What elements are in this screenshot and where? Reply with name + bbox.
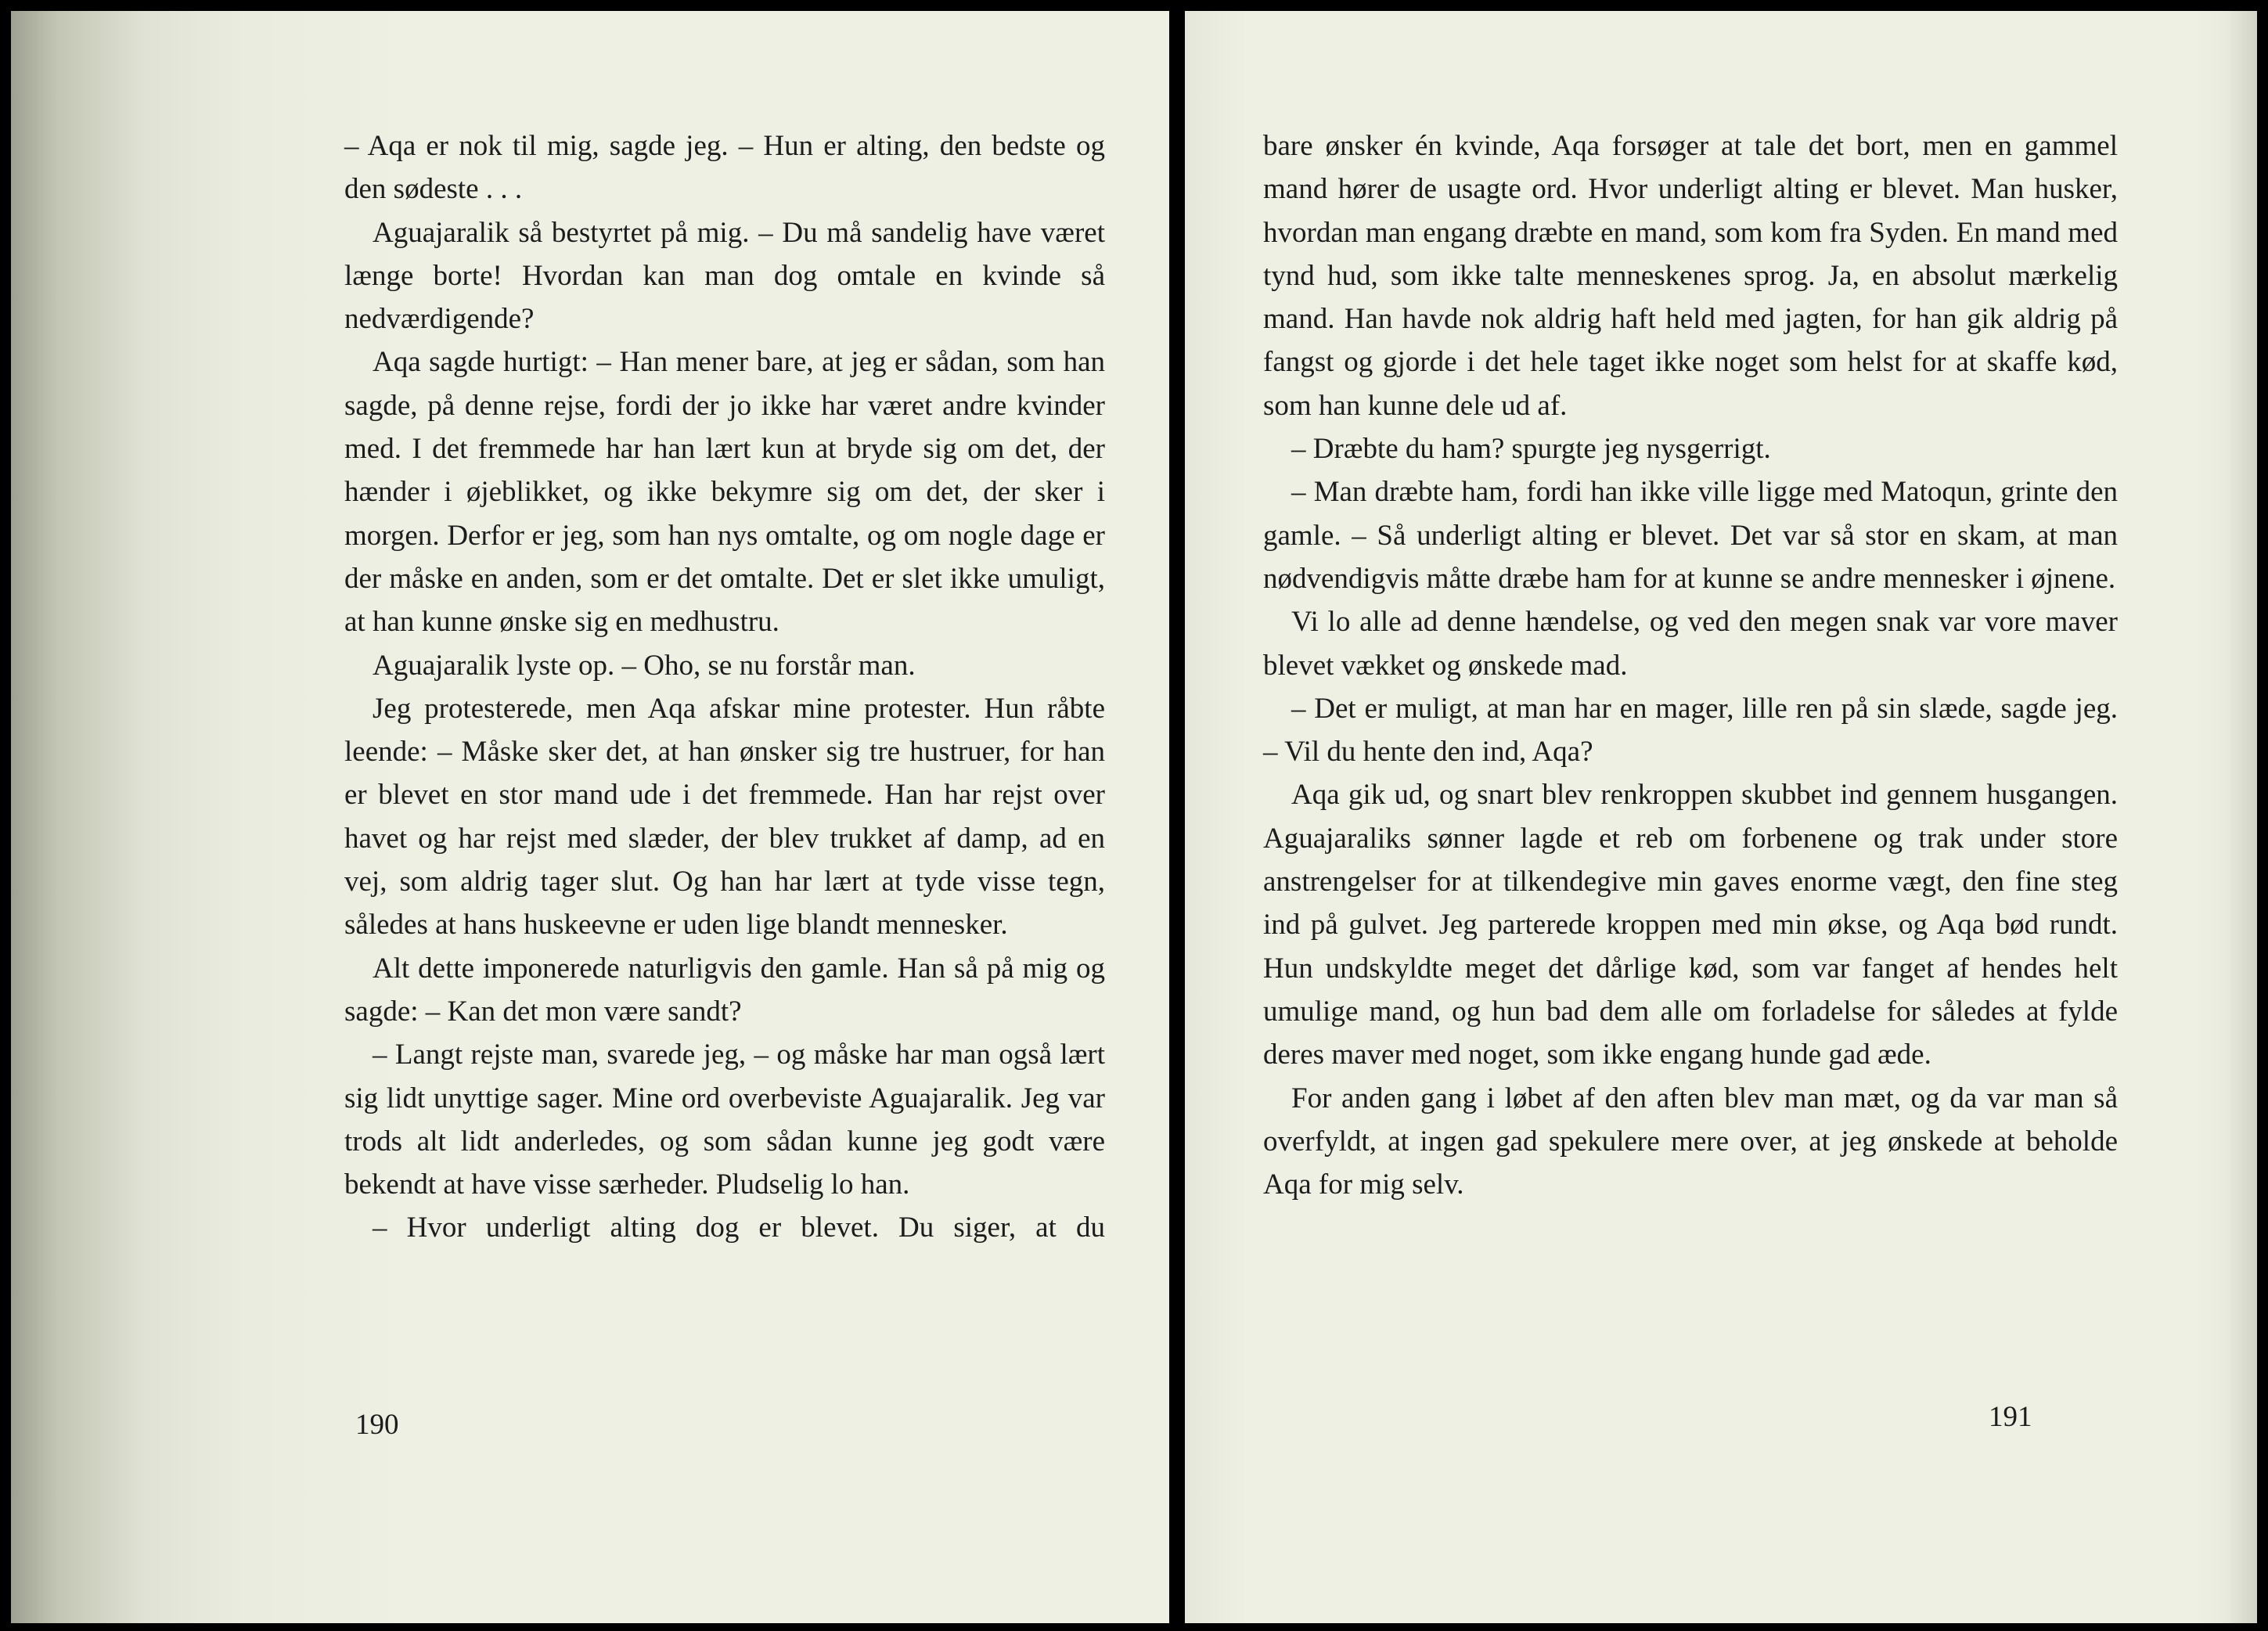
- paragraph: – Man dræbte ham, fordi han ikke ville ligge med Matoqun, grinte den gamle. – Så underligt alting er blevet. Det var så stor en skam, at man nødvendigvis måtte dræbe ham for at kunne se andre mennesker i øjnene.: [1263, 476, 2118, 595]
- page-edge-shadow: [2226, 11, 2257, 1623]
- paragraph: Aguajaralik lyste op. – Oho, se nu forstår man.: [373, 649, 916, 682]
- paragraph: Aqa gik ud, og snart blev renkroppen skubbet ind gennem husgangen. Aguajaraliks sønner lagde et reb om forbenene og trak under store anstrengelser for at tilkendegive min gaves enorme vægt, den fine steg ind på gulvet. Jeg parterede kroppen med min økse, og Aqa bød rundt. Hun undskyldte meget det dårlige kød, som var fanget af hendes helt umulige mand, og hun bad dem alle om forladelse for således at fylde deres maver med noget, som ikke engang hunde gad æde.: [1263, 779, 2118, 1071]
- paragraph: bare ønsker én kvinde, Aqa forsøger at tale det bort, men en gammel mand hører de usagte ord. Hvor underligt alting er blevet. Man husker, hvordan man engang dræbte en mand, som kom fra Syden. En mand med tynd hud, som ikke talte menneskenes sprog. Ja, en absolut mærkelig mand. Han havde nok aldrig haft held med jagten, for han gik aldrig på fangst og gjorde i det hele taget ikke noget som helst for at skaffe kød, som han kunne dele ud af.: [1263, 130, 2118, 422]
- page-number-left: 190: [355, 1409, 399, 1441]
- paragraph: Vi lo alle ad denne hændelse, og ved den megen snak var vore maver blevet vækket og ønskede mad.: [1263, 606, 2118, 682]
- paragraph: For anden gang i løbet af den aften blev man mæt, og da var man så overfyldt, at ingen gad spekulere mere over, at jeg ønskede at beholde Aqa for mig selv.: [1263, 1082, 2118, 1201]
- paragraph: – Dræbte du ham? spurgte jeg nysgerrigt.: [1291, 433, 1771, 466]
- right-page: [1185, 11, 2257, 1623]
- right-page-text: [1263, 124, 2118, 1206]
- paragraph: – Langt rejste man, svarede jeg, – og måske har man også lært sig lidt unyttige sager. Mine ord overbeviste Aguajaralik. Jeg var trods alt lidt anderledes, og som sådan kunne jeg godt være bekendt at have visse særheder. Pludselig lo han.: [344, 1039, 1105, 1201]
- left-page-text: [344, 124, 1105, 1250]
- paragraph: Alt dette imponerede naturligvis den gamle. Han så på mig og sagde: – Kan det mon være sandt?: [344, 952, 1105, 1028]
- paragraph: Aqa sagde hurtigt: – Han mener bare, at jeg er sådan, som han sagde, på denne rejse, fordi der jo ikke har været andre kvinder med. I det fremmede har han lært kun at bryde sig om det, der hænder i øjeblikket, og ikke bekymre sig om det, der sker i morgen. Derfor er jeg, som han nys omtalte, og om nogle dage er der måske en anden, som er det omtalte. Det er slet ikke umuligt, at han kunne ønske sig en medhustru.: [344, 346, 1105, 639]
- page-number-right: 191: [1989, 1401, 2032, 1433]
- paragraph: – Aqa er nok til mig, sagde jeg. – Hun er alting, den bedste og den sødeste . . .: [344, 130, 1105, 206]
- left-page: [11, 11, 1169, 1623]
- paragraph: Aguajaralik så bestyrtet på mig. – Du må sandelig have været længe borte! Hvordan kan man dog omtale en kvinde så nedværdigende?: [344, 216, 1105, 336]
- paragraph: – Det er muligt, at man har en mager, lille ren på sin slæde, sagde jeg. – Vil du hente den ind, Aqa?: [1263, 692, 2118, 769]
- paragraph: – Hvor underligt alting dog er blevet. Du siger, at du: [373, 1212, 1105, 1244]
- paragraph: Jeg protesterede, men Aqa afskar mine protester. Hun råbte leende: – Måske sker det, at han ønsker sig tre hustruer, for han er blevet en stor mand ude i det fremmede. Han har rejst over havet og har rejst med slæder, der blev trukket af damp, ad en vej, som aldrig tager slut. Og han har lært at tyde visse tegn, således at hans huskeevne er uden lige blandt mennesker.: [344, 692, 1105, 942]
